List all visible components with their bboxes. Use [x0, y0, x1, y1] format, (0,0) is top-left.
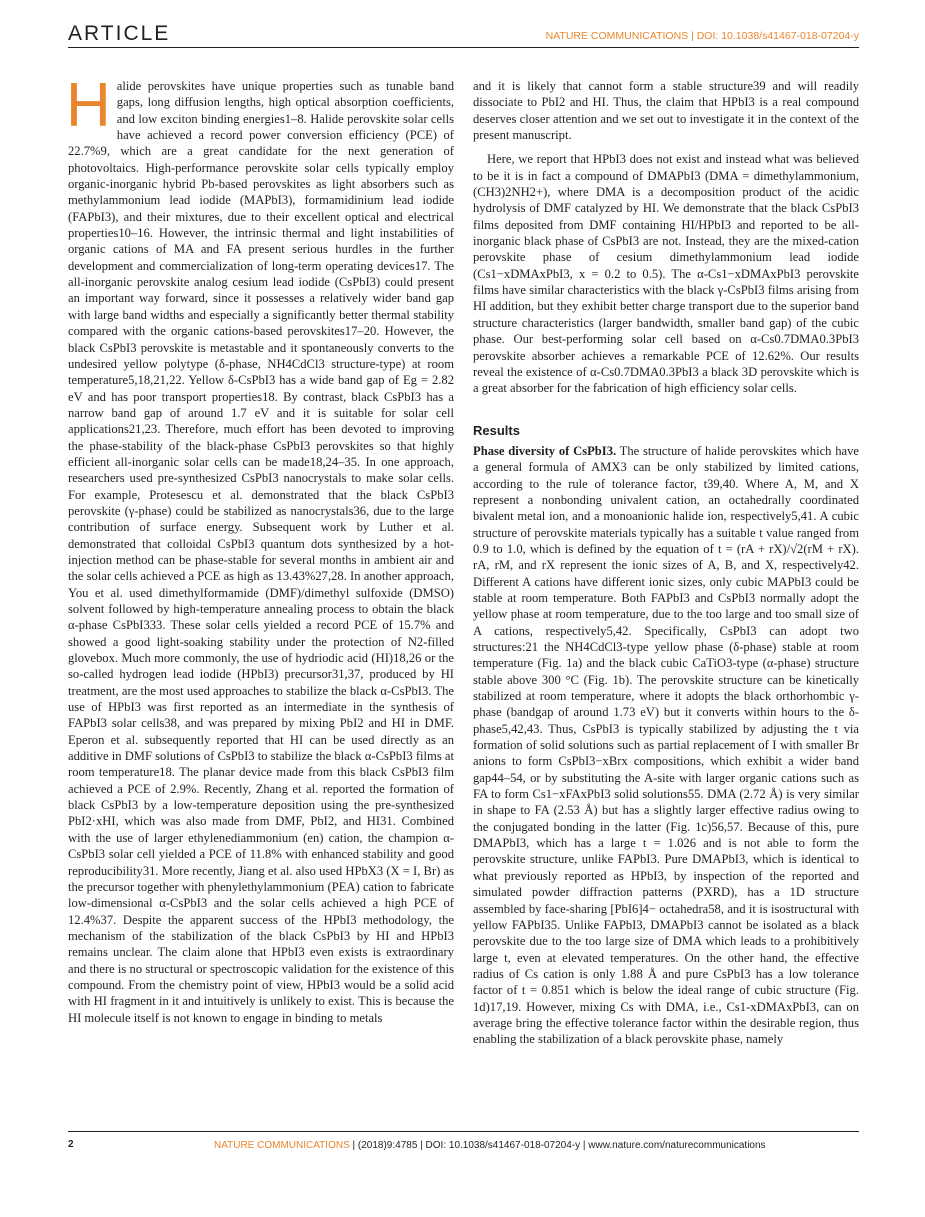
page-header [68, 22, 859, 50]
footer-doi: | (2018)9:4785 | DOI: 10.1038/s41467-018-07204-y | www.nature.com/naturecommunications [349, 1140, 766, 1151]
footer-divider [68, 1131, 859, 1132]
continued-paragraph: and it is likely that cannot form a stable structure39 and will readily dissociate to PbI2 and HI. Thus, the claim that HPbI3 is a real compound deserves closer attention and we set out to investigate it in the context of the present manuscript. [473, 79, 859, 143]
left-column [66, 71, 454, 1026]
runin-heading: Phase diversity of CsPbI3. [473, 443, 617, 458]
footer-journal-name: NATURE COMMUNICATIONS [214, 1140, 350, 1151]
right-column [473, 78, 859, 1048]
report-paragraph: Here, we report that HPbI3 does not exist and instead what was believed to be it is in fact a compound of DMAPbI3 (DMA = dimethylammonium, (CH3)2NH2+), where DMA is a decomposition product of the acidic hydrolysis of DMF catalyzed by HI. We demonstrate that the black CsPbI3 films deposited from DMF containing HI/HPbI3 and reported to be all-inorganic black phase of CsPbI3 are not. Instead, they are the mixed-cation perovskite phase of cesium dimethylammonium lead iodide (Cs1−xDMAxPbI3, x = 0.2 to 0.5). The α-Cs1−xDMAxPbI3 perovskite films have similar characteristics with the black γ-CsPbI3 films arising from HI addition, but they exhibit better charge transport due to the superior band structure characteristics (larger bandwidth, smaller band gap) of the cubic phase. Our best-performing solar cell based on α-Cs0.7DMA0.3PbI3 perovskite absorber achieves a remarkable PCE of 12.62%. Our results reveal the existence of α-Cs0.7DMA0.3PbI3 a black 3D perovskite which is a great absorber for the fabrication of high efficiency solar cells. [473, 152, 859, 396]
article-type-label: ARTICLE [68, 22, 171, 45]
header-divider [68, 47, 859, 48]
page-footer [68, 1139, 859, 1155]
intro-paragraph [66, 71, 454, 1026]
page-number: 2 [68, 1139, 74, 1150]
journal-doi-reference: NATURE COMMUNICATIONS | DOI: 10.1038/s41467-018-07204-y [545, 30, 859, 42]
intro-text: alide perovskites have unique properties such as tunable band gaps, long diffusion lengths, high optical absorption coefficients, and low exciton binding energies1–8. Halide perovskite solar cells have achieved a record power conversion efficiency (PCE) of 22.7%9, which are a great candidate for the next generation of photovoltaics. High-performance perovskite solar cells typically employ organic-inorganic hybrid Pb-based perovskites as light absorbers such as methylammonium lead iodide (MAPbI3), formamidinium lead iodide (FAPbI3), and their mixtures, due to their excellent optical and electrical properties10–16. However, the intrinsic thermal and light instabilities of organic cations of MA and FA present serious hurdles in the further development and commercialization of long-term operating devices17. The all-inorganic perovskite analog cesium lead iodide (CsPbI3) could present an important way forward, since it possesses a relatively wider band gap with large band widths and especially a significantly better thermal stability compared with the organic cations-based perovskites17–20. However, the black CsPbI3 perovskite is metastable and it spontaneously converts to the undesired yellow polytype (δ-phase, NH4CdCl3 structure-type) at room temperature5,18,21,22. Yellow δ-CsPbI3 has a wide band gap of Eg = 2.82 eV and has poor transport properties18. By contrast, black CsPbI3 has a narrow band gap of around 1.7 eV and it is suitable for solar cell applications21,23. Therefore, much effort has been devoted to improving the phase-stability of the black-phase CsPbI3 perovskites so that highly efficient all-inorganic solar cells can be made18,24–35. In one approach, researchers used pre-synthesized CsPbI3 nanocrystals to make solar cells. For example, Protesescu et al. demonstrated that the black CsPbI3 perovskite (γ-phase) could be stabilized as nanocrystals36, due to the large contribution of surface energy. Subsequent work by Luther et al. demonstrated that colloidal CsPbI3 quantum dots synthesized by a hot-injection method can be phase-stable for several months in ambient air and the solar cells achieved a PCE as high as 13.43%27,28. In another approach, You et al. used dimethylformamide (DMF)/dimethyl sulfoxide (DMSO) solvent followed by high-temperature annealing process to obtain the black α-phase CsPbI333. These solar cells yielded a record PCE of 15.7% and showed a good light-soaking stability under the protection of N2-filled glovebox. Much more commonly, the use of hydriodic acid (HI)18,26 or the so-called hydrogen lead iodide (HPbI3) precursor31,37, produced by HI treatment, are the most used approaches to stabilize the black α-CsPbI3. The use of HPbI3 was first reported as an intermediate in the synthesis of FAPbI3 solar cells38, and was prepared by mixing PbI2 and HI in DMF. Eperon et al. subsequently reported that HI can be used directly as an additive in DMF solutions of CsPbI3 to stabilize the black α-CsPbI3 films at room temperature18. The planar device made from this black CsPbI3 film achieved a PCE of 2.9%. Recently, Zhang et al. reported the formation of black CsPbI3 by a low-temperature deposition using the pre-synthesized PbI2·xHI, which was also made from DMF, PbI2, and HI31. Combined with the use of larger ethylenediammonium (en) cation, the champion α-CsPbI3 solar cell yielded a PCE of 11.8% with enhanced stability and good reproducibility31. More recently, Jiang et al. also used HPbX3 (X = I, Br) as the precursor together with phenylethylammonium (PEA) cation to fabricate low-dimensional α-CsPbI3 and the solar cells achieved a high PCE of 12.4%37. Despite the apparent success of the HPbI3 methodology, the mechanism of the stabilization of the black CsPbI3 by HI and HPbI3 remains unclear. The claim alone that HPbI3 even exists is extraordinary and there is no structural or spectroscopic validation for the existence of this compound. From the chemistry point of view, HPbI3 would be a solid acid with HI fragment in it and intuitively is unlikely to exist. This is because the HI molecule itself is not known to engage in binding to metals [68, 79, 454, 1025]
section-heading-results: Results [473, 422, 520, 438]
footer-citation [214, 1140, 766, 1151]
results-paragraph [473, 443, 859, 1048]
dropcap-letter: H [66, 71, 111, 140]
results-text: The structure of halide perovskites which have a general formula of AMX3 can be only stabilized by limited cations, according to the rule of tolerance factor, t39,40. Where A, M, and X represent a nonbonding univalent cation, an octahedrally coordinated bivalent metal ion, and a monoanionic halide ion, respectively5,41. A cubic structure of perovskite materials typically has a suitable t value ranged from 0.9 to 1.0, which is defined by the equation of t = (rA + rX)/√2(rM + rX). rA, rM, and rX represent the ionic sizes of A, B, and X, respectively42. Different A cations have different ionic sizes, only cubic MAPbI3 could be stable at room temperature. Both FAPbI3 and CsPbI3 normally adopt the yellow phase at room temperature, due to the too large and too small size of A cations, respectively5,42. Specifically, CsPbI3 can adopt two structures:21 the NH4CdCl3-type yellow phase (δ-phase) stable at room temperature (Fig. 1a) and the black cubic CaTiO3-type (α-phase) structure stable above 300 °C (Fig. 1b). The perovskite structure can be kinetically stabilized at room temperature, where it adopts the black orthorhombic γ-phase (bandgap of around 1.73 eV) but it converts within hours to the δ-phase5,42,43. Thus, CsPbI3 is typically stabilized by adjusting the t via formation of solid solutions such as partial replacement of I with smaller Br anions to form CsPbI3−xBrx compositions, which exhibit a wider band gap44–54, or by substituting the A-site with larger organic cations such as FA to form Cs1−xFAxPbI3 solid solutions55. DMA (2.72 Å) is very similar in shape to FA (2.53 Å) but has a slightly larger effective radius owing to the conjugated bonding in the latter (Fig. 1c)56,57. Because of this, pure DMAPbI3, which has a large t = 1.026 and is not able to form the perovskite structure, unlike FAPbI3. Pure DMAPbI3, which is identical to what previously reported as HPbI3, by inspection of the reported and simulated powder diffraction patterns (PXRD), has a 1D structure assembled by face-sharing [PbI6]4− octahedra58, and it is isostructural with yellow FAPbI35. Unlike FAPbI3, DMAPbI3 cannot be isolated as a black perovskite due to the too large size of DMA which leads to a prohibitively large t, even at elevated temperatures. On the other hand, the effective radius of Cs cation is only 1.88 Å and pure CsPbI3 has a low tolerance factor of t = 0.851 which is below the ideal range of cubic structure (Fig. 1d)17,19. However, mixing Cs with DMA, i.e., Cs1-xDMAxPbI3, can on average bring the effective tolerance factor within the desirable region, thus enabling the stabilization of a black perovskite phase, namely [473, 443, 859, 1047]
